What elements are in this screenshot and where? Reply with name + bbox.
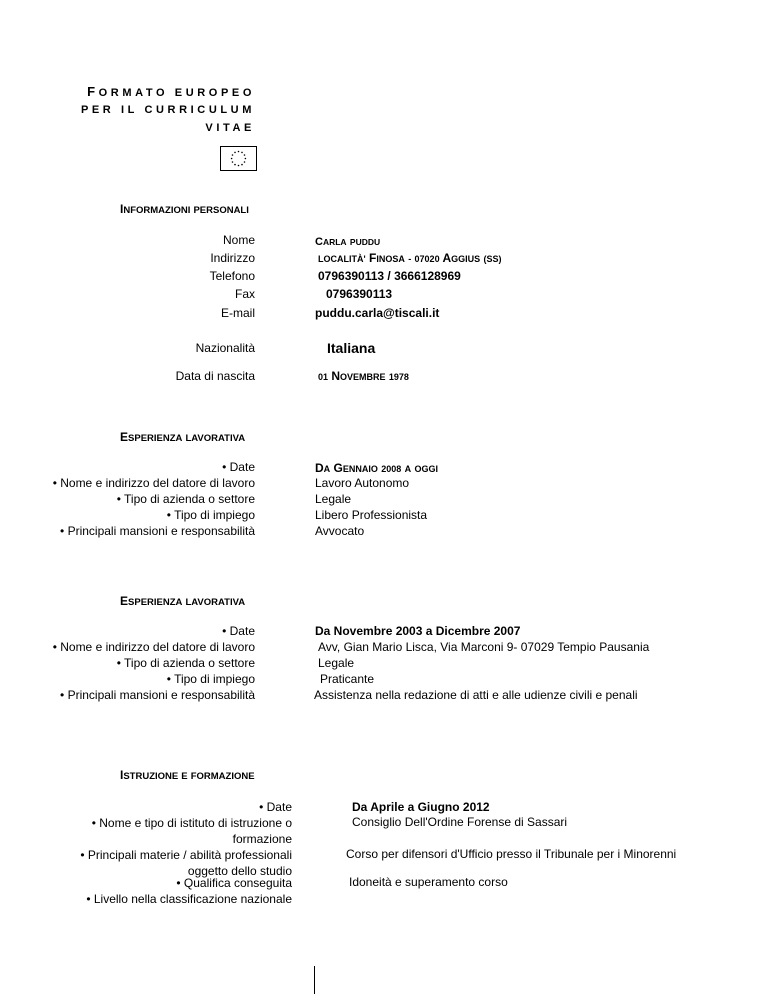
- exp2-label-datore: • Nome e indirizzo del datore di lavoro: [52, 640, 255, 654]
- exp2-label-tipo-azienda: • Tipo di azienda o settore: [116, 656, 255, 670]
- label-nazionalita: Nazionalità: [195, 341, 255, 355]
- value-nazionalita: Italiana: [327, 340, 376, 356]
- exp1-label-tipo-impiego: • Tipo di impiego: [166, 508, 255, 522]
- exp2-value-mansioni: Assistenza nella redazione di atti e alle udienze civili e penali: [314, 688, 638, 702]
- section-title-experience-1: ESPERIENZA LAVORATIVA: [120, 430, 246, 444]
- exp1-value-tipo-impiego: Libero Professionista: [315, 508, 428, 522]
- value-telefono: 0796390113 / 3666128969: [318, 269, 461, 283]
- label-data-nascita: Data di nascita: [175, 369, 255, 383]
- section-title-personal: INFORMAZIONI PERSONALI: [120, 202, 249, 216]
- exp2-label-date: • Date: [222, 624, 255, 638]
- exp1-label-mansioni: • Principali mansioni e responsabilità: [60, 524, 255, 538]
- exp1-value-mansioni: Avvocato: [315, 524, 365, 538]
- exp1-value-date: DA GENNAIO 2008 A OGGI: [315, 461, 438, 475]
- exp2-value-datore: Avv, Gian Mario Lisca, Via Marconi 9- 07029 Tempio Pausania: [318, 640, 650, 654]
- exp2-label-tipo-impiego: • Tipo di impiego: [166, 672, 255, 686]
- cv-title-line-2: PER IL CURRICULUM: [80, 104, 255, 116]
- edu-label-date: • Date: [259, 800, 292, 814]
- exp2-label-mansioni: • Principali mansioni e responsabilità: [60, 688, 255, 702]
- edu-label-istituto: • Nome e tipo di istituto di istruzione o formazione: [91, 816, 292, 846]
- label-telefono: Telefono: [209, 269, 255, 283]
- label-fax: Fax: [234, 287, 255, 301]
- value-email: puddu.carla@tiscali.it: [315, 306, 440, 320]
- exp1-value-datore: Lavoro Autonomo: [315, 476, 410, 490]
- exp1-label-date: • Date: [222, 460, 255, 474]
- label-email: E-mail: [220, 306, 255, 320]
- edu-value-qualifica: Idoneità e superamento corso: [349, 875, 508, 889]
- section-title-education: ISTRUZIONE E FORMAZIONE: [120, 768, 255, 782]
- edu-value-istituto: Consiglio Dell'Ordine Forense di Sassari: [352, 815, 568, 829]
- exp2-value-tipo-azienda: Legale: [318, 656, 355, 670]
- column-divider: [314, 966, 315, 994]
- exp1-label-tipo-azienda: • Tipo di azienda o settore: [116, 492, 255, 506]
- edu-label-materie: • Principali materie / abilità professionali oggetto dello studio: [80, 848, 292, 878]
- label-nome: Nome: [222, 233, 255, 247]
- exp1-label-datore: • Nome e indirizzo del datore di lavoro: [52, 476, 255, 490]
- value-indirizzo: LOCALITÀ' FINOSA - 07020 AGGIUS (SS): [318, 251, 502, 265]
- section-title-experience-2: ESPERIENZA LAVORATIVA: [120, 594, 246, 608]
- value-data-nascita: 01 NOVEMBRE 1978: [318, 369, 409, 383]
- edu-label-livello: • Livello nella classificazione nazionale: [86, 892, 292, 906]
- exp2-value-tipo-impiego: Praticante: [320, 672, 375, 686]
- cv-title-line-3: VITAE: [205, 122, 255, 134]
- value-fax: 0796390113: [326, 287, 393, 301]
- edu-value-materie: Corso per difensori d'Ufficio presso il Tribunale per i Minorenni: [346, 847, 677, 861]
- value-nome: CARLA PUDDU: [315, 236, 381, 248]
- cv-title-line-1: FORMATO EUROPEO: [87, 84, 255, 99]
- label-indirizzo: Indirizzo: [210, 251, 255, 265]
- edu-label-qualifica: • Qualifica conseguita: [176, 876, 292, 890]
- eu-flag-icon: [220, 146, 257, 171]
- edu-value-date: Da Aprile a Giugno 2012: [352, 800, 490, 814]
- exp2-value-date: Da Novembre 2003 a Dicembre 2007: [315, 624, 521, 638]
- exp1-value-tipo-azienda: Legale: [315, 492, 352, 506]
